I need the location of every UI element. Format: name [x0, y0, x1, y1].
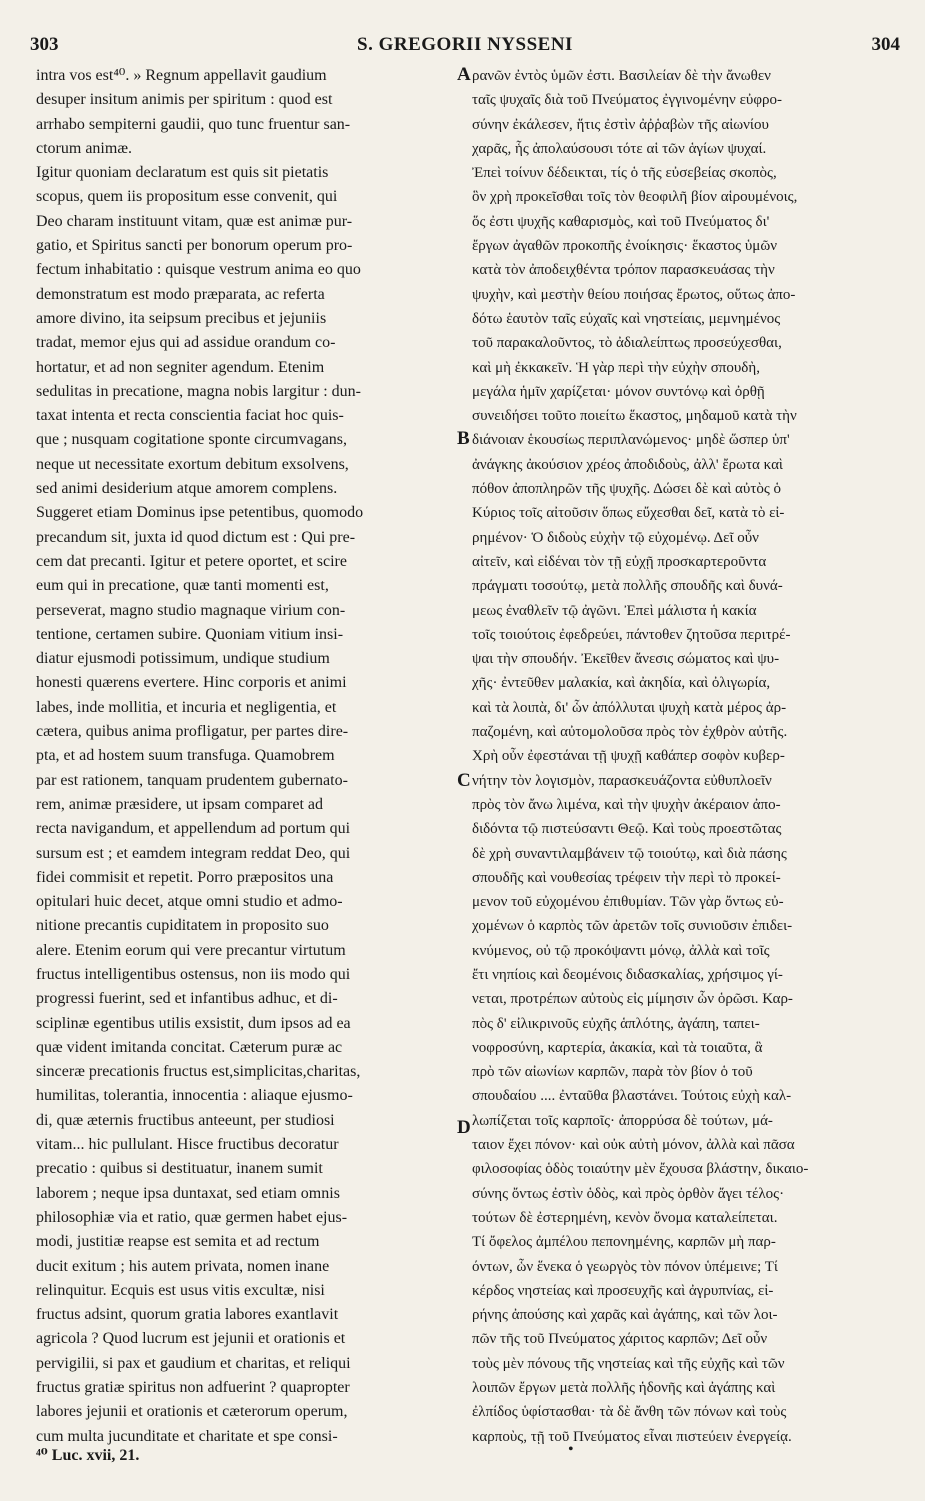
- text-line: κατὰ τὸν ἀποδειχθέντα τρόπον παρασκευάσας τὴν: [472, 262, 775, 279]
- text-line: νήτην τὸν λογισμὸν, παρασκευάζοντα εὐθυπλοεῖν: [472, 772, 772, 789]
- text-line: rem, animæ præsidere, ut ipsam comparet ad: [36, 795, 324, 813]
- text-line: όντων, ὧν ἕνεκα ὁ γεωργὸς τὸν πόνον ὑπέμεινε; Τί: [472, 1258, 778, 1275]
- text-line: διάνοιαν ἑκουσίως περιπλανώμενος· μηδὲ ὥσπερ ὑπ': [472, 432, 790, 449]
- text-line: scopus, quem iis propositum esse convenit, qui: [36, 188, 338, 206]
- text-line: intra vos est⁴⁰. » Regnum appellavit gaudium: [36, 67, 327, 84]
- text-line: fectum inhabitatio : quisque vestrum anima eo quo: [36, 261, 361, 279]
- greek-column: [472, 64, 897, 1449]
- text-line: eum qui in precatione, quæ tanti momenti est,: [36, 577, 329, 595]
- text-line: fructus gratiæ spiritus non adfuerint ? quapropter: [36, 1379, 350, 1397]
- text-line: precandum sit, juxta id quod dictum est : Qui pre-: [36, 528, 356, 546]
- text-line: ἔτι νηπίοις καὶ δεομένοις διδασκαλίας, χρήσιμος γί-: [472, 966, 783, 983]
- text-line: demonstratum est modo præparata, ac referta: [36, 285, 325, 303]
- text-line: Τί ὄφελος ἀμπέλου πεπονημένης, καρπῶν μὴ παρ-: [472, 1234, 776, 1251]
- text-line: alere. Etenim eorum qui vere precantur virtutum: [36, 941, 346, 959]
- text-line: τοὺς μὲν πόνους τῆς νηστείας καὶ τῆς εὐχῆς καὶ τῶν: [472, 1355, 785, 1372]
- text-line: fructus intelligentibus ostensus, non iis modo qui: [36, 965, 351, 983]
- text-line: quæ vident imitanda concitat. Cæterum puræ ac: [36, 1038, 343, 1056]
- text-line: δότω ἑαυτὸν ταῖς εὐχαῖς καὶ νηστείαις, μεμνημένος: [472, 310, 781, 327]
- text-line: πὸς δ' εἰλικρινοῦς εὐχῆς ἁπλότης, ἀγάπη, ταπει-: [472, 1015, 760, 1032]
- text-line: nitione precantis cupiditatem in proposito suo: [36, 917, 329, 935]
- text-line: πόθον ἀποπληρῶν τῆς ψυχῆς. Δώσει δὲ καὶ αὐτὸς ὁ: [472, 481, 782, 498]
- text-line: tentione, certamen subire. Quoniam vitium insi-: [36, 625, 344, 643]
- text-line: cætera, quibus anima profligatur, per partes dire-: [36, 723, 349, 741]
- text-line: tradat, memor ejus qui ad assidue orandum co-: [36, 334, 336, 352]
- text-line: ἔργων ἀγαθῶν προκοπῆς ἐνοίκησις· ἕκαστος ὑμῶν: [472, 238, 777, 255]
- text-line: pta, et ad hostem suum transfuga. Quamobrem: [36, 747, 335, 765]
- text-line: cem dat precanti. Igitur et petere oportet, et scire: [36, 552, 347, 570]
- text-line: di, quæ æternis fructibus anteeunt, per studiosi: [36, 1111, 335, 1129]
- text-line: παζομένη, καὶ αὐτομολοῦσα πρὸς τὸν ἐχθρὸν αὐτῆς.: [472, 724, 788, 741]
- text-line: sciplinæ egentibus utilis exsistit, dum ipsos ad ea: [36, 1014, 351, 1032]
- text-line: λωπίζεται τοῖς καρποῖς· ἀπορρύσα δὲ τούτων, μά-: [472, 1112, 773, 1129]
- footnote: ⁴⁰ Luc. xvii, 21.: [36, 1447, 140, 1464]
- text-line: precatio : quibus si destituatur, inanem sumit: [36, 1160, 323, 1178]
- text-line: arrhabo sempiterni gaudii, quo tunc fruentur san-: [36, 115, 351, 133]
- text-line: διδόντα τῷ πιστεύσαντι Θεῷ. Καὶ τοὺς προεστῶτας: [472, 821, 782, 838]
- section-marker-d: D: [457, 1117, 471, 1138]
- text-line: modi, justitiæ reapse est semita et ad rectum: [36, 1233, 320, 1251]
- text-line: humilitas, tolerantia, innocentia : aliaque ejusmo-: [36, 1087, 353, 1105]
- text-line: Χρὴ οὖν ἐφεστάναι τῇ ψυχῇ καθάπερ σοφὸν κυβερ-: [472, 748, 785, 765]
- text-line: τοῦ παρακαλοῦντος, τὸ ἀδιαλείπτως προσεύχεσθαι,: [472, 335, 782, 352]
- text-line: Ἐπεὶ τοίνυν δέδεικται, τίς ὁ τῆς εὐσεβείας σκοπὸς,: [472, 165, 777, 182]
- text-line: χαρᾶς, ἧς ἀπολαύσουσι τότε αἱ τῶν ἁγίων ψυχαί.: [472, 140, 767, 157]
- text-line: ἀνάγκης ἀκούσιον χρέος ἀποδιδοὺς, ἀλλ' ἔρωτα καὶ: [472, 456, 783, 473]
- text-line: amore divino, ita seipsum precibus et jejuniis: [36, 309, 327, 327]
- text-line: ἐλπίδος ὑφίστασθαι· τὰ δὲ ἄνθη τῶν πόνων καὶ τοὺς: [472, 1404, 787, 1421]
- text-line: relinquitur. Ecquis est usus vitis excultæ, nisi: [36, 1281, 325, 1299]
- text-line: δὲ χρὴ συναντιλαμβάνειν τῷ τοιούτῳ, καὶ διὰ πάσης: [472, 845, 787, 862]
- text-line: Κύριος τοῖς αἰτοῦσιν ὅπως εὔχεσθαι δεῖ, κατὰ τὸ εἰ-: [472, 505, 785, 522]
- text-line: desuper insitum animis per spiritum : quod est: [36, 91, 333, 109]
- text-line: καὶ μὴ ἐκκακεῖν. Ἡ γὰρ περὶ τὴν εὐχὴν σπουδὴ,: [472, 359, 760, 376]
- text-line: Igitur quoniam declaratum est quis sit pietatis: [36, 164, 329, 182]
- text-line: πράγματι τοσούτῳ, μετὰ πολλῆς σπουδῆς καὶ δυνά-: [472, 578, 783, 595]
- text-line: ὅς ἐστι ψυχῆς καθαρισμὸς, καὶ τοῦ Πνεύματος δι': [472, 213, 770, 230]
- page-number-left: 303: [30, 34, 59, 55]
- text-line: καρποὺς, τῇ τοῦ Πνεύματος εἶναι πιστεύειν ἐνεργείᾳ.: [472, 1428, 792, 1445]
- text-line: σπουδῆς καὶ νουθεσίας τρέφειν τὴν περὶ τὸ προκεί-: [472, 869, 781, 886]
- bottom-mark: •: [568, 1441, 574, 1458]
- text-line: καὶ τὰ λοιπὰ, δι' ὧν ἀπόλλυται ψυχὴ κατὰ μέρος ἀρ-: [472, 699, 787, 716]
- text-line: ταῖς ψυχαῖς διὰ τοῦ Πνεύματος ἐγγινομένην εὐφρο-: [472, 92, 782, 109]
- text-line: συνειδήσει τοῦτο ποιείτω ἕκαστος, μηδαμοῦ κατὰ τὴν: [472, 408, 797, 425]
- text-line: cum multa jucunditate et charitate et spe consi-: [36, 1427, 338, 1445]
- text-line: σύνην ἐκάλεσεν, ἥτις ἐστὶν ἀῤῥαβὼν τῆς αἰωνίου: [472, 116, 769, 133]
- text-line: χομένων ὁ καρπὸς τῶν ἀρετῶν τοῖς συνιοῦσιν ἐπιδει-: [472, 918, 793, 935]
- running-title: S. GREGORII NYSSENI: [357, 34, 573, 55]
- text-line: τοῖς τοιούτοις ἐφεδρεύει, πάντοθεν ζητοῦσα περιτρέ-: [472, 626, 791, 643]
- section-marker-c: C: [457, 770, 471, 791]
- text-line: par est rationem, tanquam prudentem gubernato-: [36, 771, 348, 789]
- text-line: sedulitas in precatione, magna nobis largitur : dun-: [36, 382, 361, 400]
- latin-column: [36, 64, 456, 1449]
- text-line: ὃν χρὴ προκεῖσθαι τοῖς τὸν θεοφιλῆ βίον αἱρουμένοις,: [472, 189, 798, 206]
- text-line: vitam... hic pullulant. Hisce fructibus decoratur: [36, 1136, 339, 1154]
- text-line: agricola ? Quod lucrum est jejunii et orationis et: [36, 1330, 346, 1348]
- text-line: fidei commisit et repetit. Porro præpositos una: [36, 868, 334, 886]
- page-header: [30, 34, 900, 60]
- text-line: μεως ἐναθλεῖν τῷ ἀγῶνι. Ἐπεὶ μάλιστα ἡ κακία: [472, 602, 757, 619]
- text-line: recta navigandum, et appellendum ad portum qui: [36, 820, 351, 838]
- text-line: ρήνης ἀπούσης καὶ χαρᾶς καὶ ἀγάπης, καὶ τῶν λοι-: [472, 1307, 778, 1324]
- text-line: πρὸς τὸν ἄνω λιμένα, καὶ τὴν ψυχὴν ἀκέραιον ἀπο-: [472, 796, 781, 813]
- text-line: ταιον ἔχει πόνον· καὶ οὐκ αὐτὴ μόνον, ἀλλὰ καὶ πᾶσα: [472, 1137, 795, 1154]
- text-line: αἰτεῖν, καὶ εἰδέναι τὸν τῇ εὐχῇ προσκαρτεροῦντα: [472, 553, 767, 570]
- text-line: φιλοσοφίας ὁδὸς τοιαύτην μὲν ἔχουσα βλάστην, δικαιο-: [472, 1161, 809, 1178]
- text-line: gatio, et Spiritus sancti per bonorum operum pro-: [36, 237, 353, 255]
- text-line: sinceræ precationis fructus est,simplicitas,charitas,: [36, 1063, 361, 1081]
- section-marker-b: B: [457, 428, 470, 449]
- text-line: honesti quærens evertere. Hinc corporis et animi: [36, 674, 347, 692]
- text-line: progressi fuerint, sed et infantibus adhuc, et di-: [36, 990, 338, 1008]
- text-line: diatur ejusmodi potissimum, undique studium: [36, 650, 330, 668]
- text-line: sursum est ; et eamdem integram reddat Deo, qui: [36, 844, 351, 862]
- text-line: νοφροσύνη, καρτερία, ἀκακία, καὶ τὰ τοιαῦτα, ἃ: [472, 1039, 763, 1056]
- text-line: sed animi desiderium atque amorem complens.: [36, 480, 338, 498]
- text-line: πρὸ τῶν αἰωνίων καρπῶν, παρὰ τὸν βίον ὁ τοῦ: [472, 1064, 753, 1081]
- page-number-right: 304: [871, 34, 900, 55]
- text-line: pervigilii, si pax et gaudium et charitas, et reliqui: [36, 1354, 351, 1372]
- text-line: ψυχὴν, καὶ μεστὴν θείου ποιήσας ἔρωτος, οὕτως ἀπο-: [472, 286, 796, 303]
- text-line: perseverat, magno studio magnaque virium con-: [36, 601, 346, 619]
- text-line: σύνης ὄντως ἐστὶν ὁδὸς, καὶ πρὸς ὀρθὸν ἄγει τέλος·: [472, 1185, 785, 1202]
- text-line: μενον τοῦ εὐχομένου ἐπιθυμίαν. Τῶν γὰρ ὄντως εὐ-: [472, 894, 784, 911]
- text-line: ψαι τὴν σπουδήν. Ἐκεῖθεν ἄνεσις σώματος καὶ ψυ-: [472, 651, 780, 668]
- text-line: μεγάλα ἡμῖν χαρίζεται· μόνον συντόνῳ καὶ ὀρθῇ: [472, 383, 765, 400]
- text-line: κνύμενος, οὐ τῷ προκόψαντι μόνῳ, ἀλλὰ καὶ τοῖς: [472, 942, 770, 959]
- text-line: opitulari huic decet, atque omni studio et admo-: [36, 893, 343, 911]
- section-marker-a: A: [457, 64, 471, 85]
- text-line: taxat intenta et recta conscientia faciat hoc quis-: [36, 407, 344, 425]
- text-line: λοιπῶν ἔργων μετὰ πολλῆς ἡδονῆς καὶ ἀγάπης καὶ: [472, 1380, 776, 1397]
- text-line: κέρδος νηστείας καὶ προσευχῆς καὶ ἀγρυπνίας, εἰ-: [472, 1282, 774, 1299]
- text-line: philosophiæ via et ratio, quæ germen habet ejus-: [36, 1208, 348, 1226]
- text-line: ρανῶν ἐντὸς ὑμῶν ἐστι. Βασιλείαν δὲ τὴν ἄνωθεν: [472, 68, 771, 84]
- text-line: τούτων δὲ ἐστερημένη, κενὸν ὄνομα καταλείπεται.: [472, 1209, 778, 1226]
- text-line: Suggeret etiam Dominus ipse petentibus, quomodo: [36, 504, 364, 522]
- text-line: ρημένον· Ὁ διδοὺς εὐχὴν τῷ εὐχομένῳ. Δεῖ οὖν: [472, 529, 759, 546]
- text-line: Deo charam instituunt vitam, quæ est animæ pur-: [36, 212, 353, 230]
- text-line: πῶν τῆς τοῦ Πνεύματος χάριτος καρπῶν; Δεῖ οὖν: [472, 1331, 768, 1348]
- text-line: fructus adsint, quorum gratia labores exantlavit: [36, 1306, 339, 1324]
- text-line: ducit exitum ; his autem privata, nomen inane: [36, 1257, 330, 1275]
- text-line: laborem ; neque ipsa duntaxat, sed etiam omnis: [36, 1184, 340, 1202]
- text-line: labores jejunii et orationis et cæterorum operum,: [36, 1403, 348, 1421]
- text-line: νεται, προτρέπων αὐτοὺς εἰς μίμησιν ὧν ὁρῶσι. Καρ-: [472, 991, 793, 1008]
- text-line: ctorum animæ.: [36, 139, 132, 157]
- text-line: σπουδαίου .... ἐνταῦθα βλαστάνει. Τούτοις εὐχὴ καλ-: [472, 1088, 792, 1105]
- text-line: χῆς· ἐντεῦθεν μαλακία, καὶ ἀκηδία, καὶ ὀλιγωρία,: [472, 675, 771, 692]
- text-line: labes, inde mollitia, et incuria et negligentia, et: [36, 698, 337, 716]
- text-line: hortatur, et ad non segniter agendum. Etenim: [36, 358, 325, 376]
- text-line: neque ut necessitate exortum debitum exsolvens,: [36, 455, 349, 473]
- text-line: que ; nusquam cogitatione sponte circumvagans,: [36, 431, 348, 449]
